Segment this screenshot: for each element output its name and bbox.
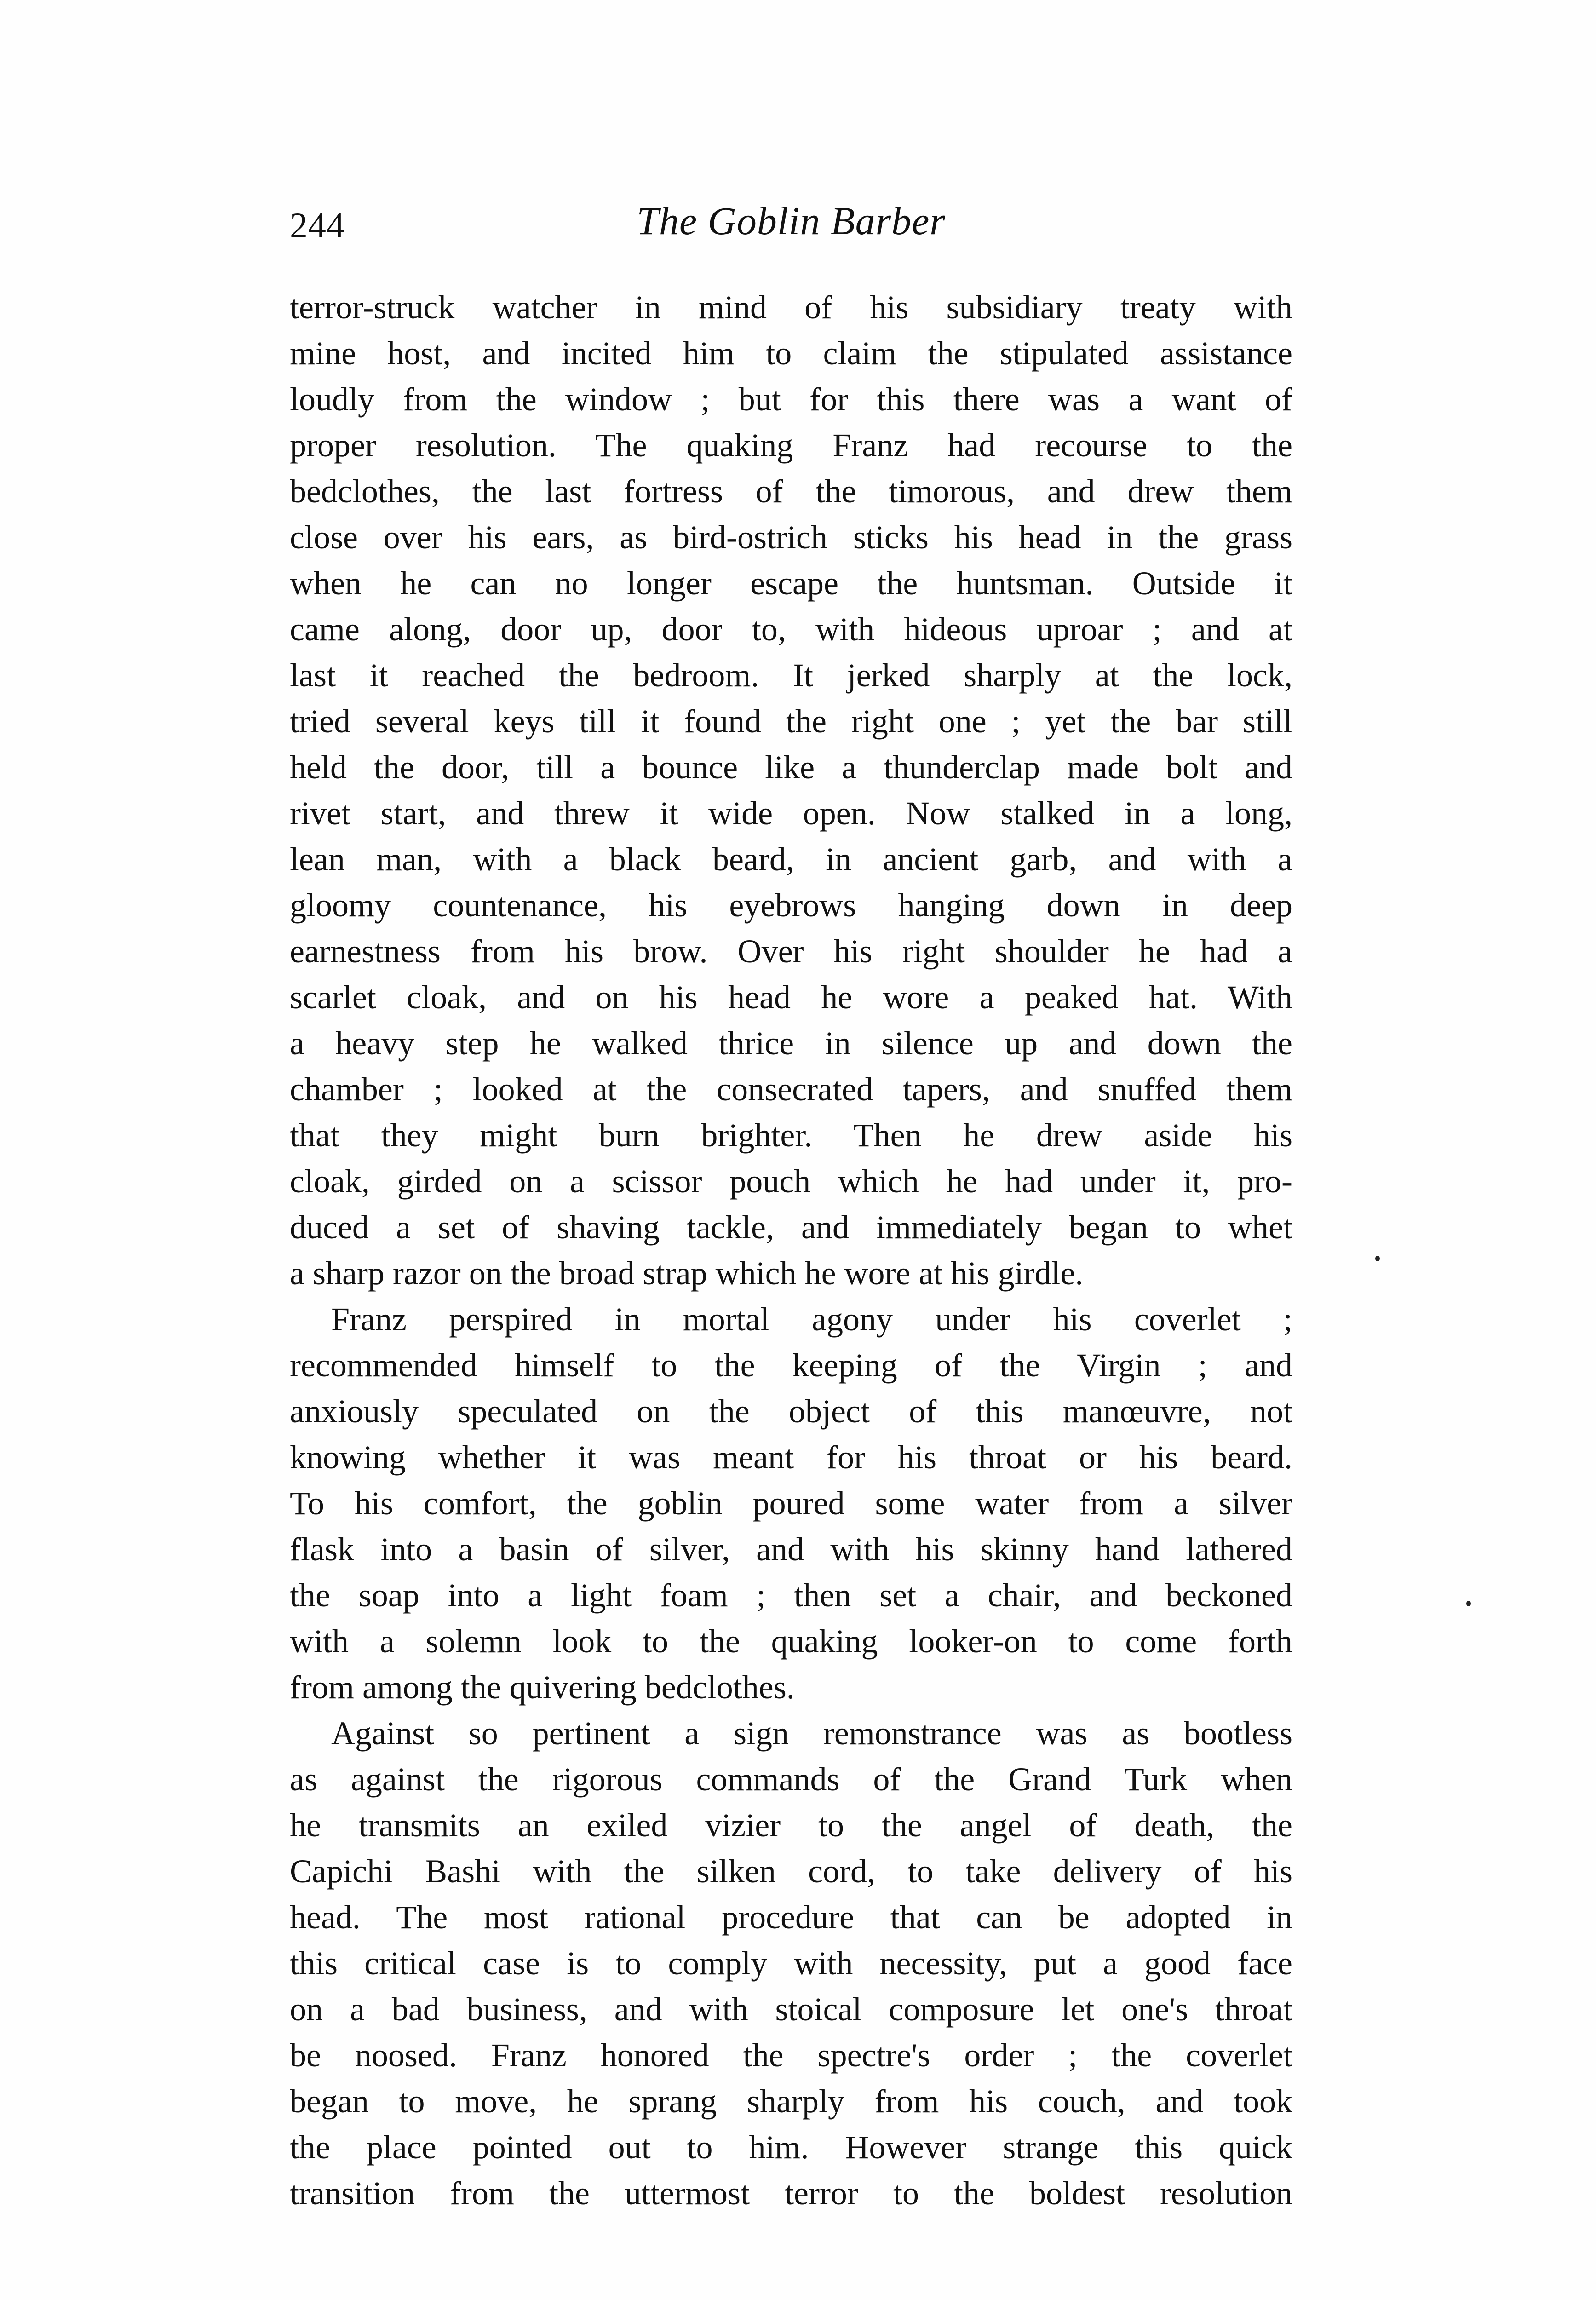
text-line: when he can no longer escape the huntsman. Outside it: [290, 565, 1292, 602]
text-line: this critical case is to comply with necessity, put a good face: [290, 1945, 1292, 1982]
print-speck: [1466, 1601, 1471, 1606]
running-title: The Goblin Barber: [637, 199, 946, 243]
text-line: flask into a basin of silver, and with his skinny hand lathered: [290, 1531, 1292, 1568]
text-line: chamber ; looked at the consecrated tapers, and snuffed them: [290, 1071, 1292, 1108]
text-line: came along, door up, door to, with hideous uproar ; and at: [290, 611, 1292, 648]
page-number: 244: [290, 205, 345, 245]
paragraph-first-line: Against so pertinent a sign remonstrance was as bootless: [331, 1715, 1292, 1752]
text-line: on a bad business, and with stoical composure let one's throat: [290, 1991, 1292, 2028]
text-line: the soap into a light foam ; then set a chair, and beckoned: [290, 1577, 1292, 1614]
text-line: close over his ears, as bird-ostrich sticks his head in the grass: [290, 519, 1292, 556]
text-line: earnestness from his brow. Over his right shoulder he had a: [290, 933, 1292, 970]
text-line: lean man, with a black beard, in ancient garb, and with a: [290, 841, 1292, 878]
text-line: began to move, he sprang sharply from his couch, and took: [290, 2083, 1292, 2120]
page-header: [290, 193, 1292, 253]
text-line: knowing whether it was meant for his throat or his beard.: [290, 1439, 1292, 1476]
text-line: as against the rigorous commands of the Grand Turk when: [290, 1761, 1292, 1798]
text-line: held the door, till a bounce like a thunderclap made bolt and: [290, 749, 1292, 786]
text-line: rivet start, and threw it wide open. Now stalked in a long,: [290, 795, 1292, 832]
text-line: cloak, girded on a scissor pouch which he had under it, pro-: [290, 1163, 1292, 1200]
text-line: To his comfort, the goblin poured some water from a silver: [290, 1485, 1292, 1522]
text-line: from among the quivering bedclothes.: [290, 1669, 795, 1706]
paragraph-first-line: Franz perspired in mortal agony under his coverlet ;: [331, 1301, 1292, 1338]
text-line: gloomy countenance, his eyebrows hanging down in deep: [290, 887, 1292, 924]
text-line: scarlet cloak, and on his head he wore a peaked hat. With: [290, 979, 1292, 1016]
text-line: that they might burn brighter. Then he drew aside his: [290, 1117, 1292, 1154]
text-line: loudly from the window ; but for this there was a want of: [290, 381, 1292, 418]
text-line: mine host, and incited him to claim the stipulated assistance: [290, 335, 1292, 372]
text-line: with a solemn look to the quaking looker-on to come forth: [290, 1623, 1292, 1660]
body-text: [290, 284, 1292, 2216]
text-line: transition from the uttermost terror to the boldest resolution: [290, 2175, 1292, 2212]
text-line: a heavy step he walked thrice in silence up and down the: [290, 1025, 1292, 1062]
text-line: duced a set of shaving tackle, and immediately began to whet: [290, 1209, 1292, 1246]
print-speck: [1375, 1256, 1380, 1261]
text-line: Capichi Bashi with the silken cord, to take delivery of his: [290, 1853, 1292, 1890]
text-line: last it reached the bedroom. It jerked sharply at the lock,: [290, 657, 1292, 694]
text-line: be noosed. Franz honored the spectre's order ; the coverlet: [290, 2037, 1292, 2074]
text-line: anxiously speculated on the object of this manœuvre, not: [290, 1393, 1292, 1430]
text-line: he transmits an exiled vizier to the angel of death, the: [290, 1807, 1292, 1844]
text-line: tried several keys till it found the right one ; yet the bar still: [290, 703, 1292, 740]
text-line: head. The most rational procedure that can be adopted in: [290, 1899, 1292, 1936]
text-line: bedclothes, the last fortress of the timorous, and drew them: [290, 473, 1292, 510]
text-line: the place pointed out to him. However strange this quick: [290, 2129, 1292, 2166]
text-line: a sharp razor on the broad strap which he wore at his girdle.: [290, 1255, 1084, 1292]
text-line: recommended himself to the keeping of the Virgin ; and: [290, 1347, 1292, 1384]
text-line: terror-struck watcher in mind of his subsidiary treaty with: [290, 289, 1292, 326]
text-line: proper resolution. The quaking Franz had recourse to the: [290, 427, 1292, 464]
